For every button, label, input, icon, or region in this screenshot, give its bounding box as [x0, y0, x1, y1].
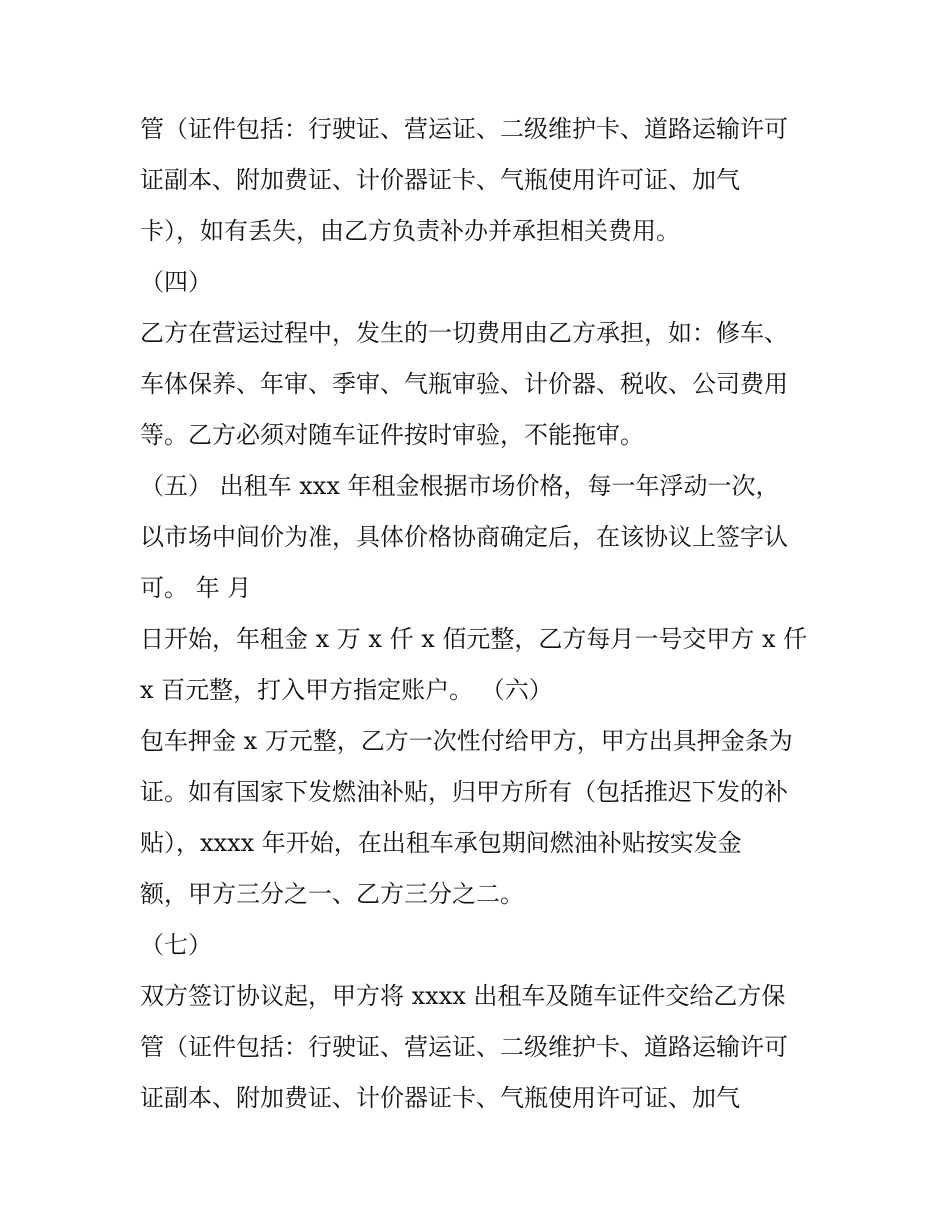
text-line: 乙方在营运过程中，发生的一切费用由乙方承担，如：修车、	[140, 319, 788, 347]
section-heading: （七）	[140, 931, 212, 959]
text-line: 包车押金 x 万元整，乙方一次性付给甲方，甲方出具押金条为	[140, 727, 793, 755]
text-line: 双方签订协议起，甲方将 xxxx 出租车及随车证件交给乙方保	[140, 982, 786, 1010]
text-line: 等。乙方必须对随车证件按时审验，不能拖审。	[140, 421, 644, 449]
text-line: 以市场中间价为准，具体价格协商确定后，在该协议上签字认	[140, 523, 788, 551]
text-line: 可。 年 月	[140, 574, 252, 602]
text-line: 证副本、附加费证、计价器证卡、气瓶使用许可证、加气	[140, 1084, 740, 1112]
text-line: （五） 出租车 xxx 年租金根据市场价格，每一年浮动一次，	[140, 472, 780, 500]
text-line: 车体保养、年审、季审、气瓶审验、计价器、税收、公司费用	[140, 370, 788, 398]
text-line: 证副本、附加费证、计价器证卡、气瓶使用许可证、加气	[140, 166, 740, 194]
document-body	[140, 108, 820, 1128]
text-line: 卡），如有丢失，由乙方负责补办并承担相关费用。	[140, 217, 680, 245]
text-line: 证。如有国家下发燃油补贴，归甲方所有（包括推迟下发的补	[140, 778, 788, 806]
text-line: 管（证件包括：行驶证、营运证、二级维护卡、道路运输许可	[140, 1033, 788, 1061]
text-line: x 百元整，打入甲方指定账户。 （六）	[140, 676, 553, 704]
text-line: 管（证件包括：行驶证、营运证、二级维护卡、道路运输许可	[140, 115, 788, 143]
section-heading: （四）	[140, 268, 212, 296]
text-line: 日开始，年租金 x 万 x 仟 x 佰元整，乙方每月一号交甲方 x 仟	[140, 625, 808, 653]
text-line: 额，甲方三分之一、乙方三分之二。	[140, 880, 524, 908]
text-line: 贴），xxxx 年开始，在出租车承包期间燃油补贴按实发金	[140, 829, 742, 857]
